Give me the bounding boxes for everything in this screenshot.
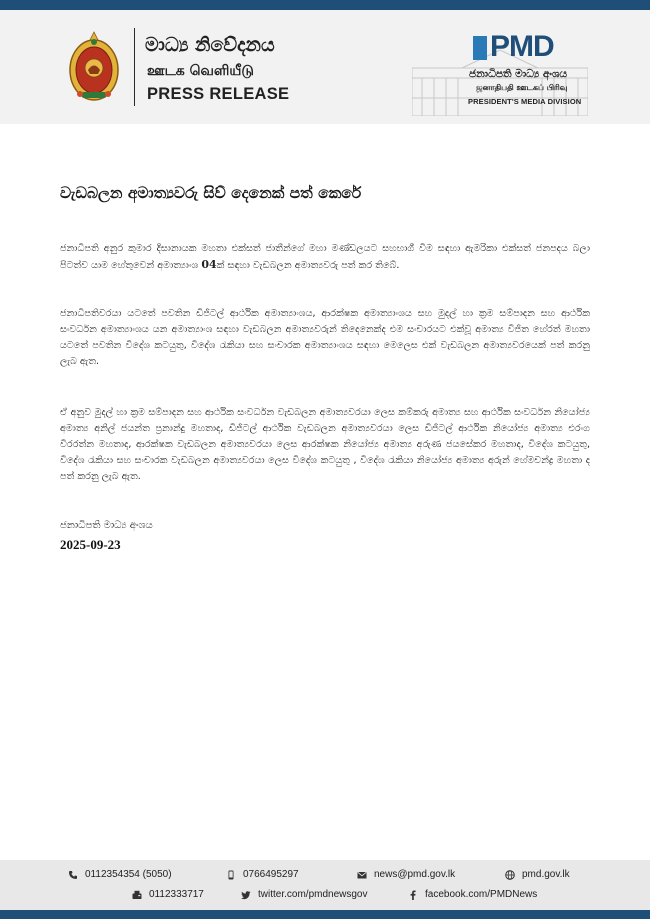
document-title: වැඩබලන අමාත්‍යවරු සිව් දෙනෙක් පත් කෙරේ: [60, 184, 362, 202]
header-divider: [134, 28, 135, 106]
ministry-count: 04: [201, 258, 217, 271]
signature: ජනාධිපති මාධ්‍ය අංශය: [60, 520, 153, 531]
mobile-phone-icon: [226, 870, 236, 880]
pmd-logo: PMD: [490, 30, 554, 63]
contact-phone: [68, 869, 172, 880]
contact-website[interactable]: [505, 869, 570, 880]
globe-icon: [505, 870, 515, 880]
paragraph-2: ජනාධිපතිවරයා යටතේ පවතින ඩිජිටල් ආර්ථික අමාත්‍යාංශය, ආරක්ෂක අමාත්‍යාංශය සහ මුදල් හා ක්‍රම සම්පාදන සහ ආර්ථික සංවර්ධන අමාත්‍යාංශය යන අමාත්‍යාංශ සඳහා වැඩබලන අමාත්‍යවරුන් තිදෙනෙක්ද එම සංචාරයට එක්වූ අමාත්‍ය විජිත හේරත් මහතා යටතේ පවතින විදේශ කටයුතු, විදේශ රැකියා සහ සංචාරක අමාත්‍යාංශය සඳහා මෙලෙස එක් වැඩබලන අමාත්‍යවරයෙක් පත් කරනු ලැබ ඇත.: [60, 308, 590, 367]
phone-icon: [68, 870, 78, 880]
contact-fax-text: 0112333717: [149, 889, 204, 900]
facebook-icon: [408, 890, 418, 900]
contact-website-text: pmd.gov.lk: [522, 869, 570, 880]
contact-twitter[interactable]: [241, 889, 368, 900]
paragraph-1-text: ජනාධිපති අනුර කුමාර දිසානායක මහතා එක්සත් ජාතීන්ගේ මහා මණ්ඩලයට සහභාගී වීම සඳහා ඇමරිකා එක්සත් ජනපදය බලා පිටත්ව යාම හේතුවෙන් අමාත්‍යාංශ: [60, 243, 590, 271]
press-release-title-sinhala: මාධ්‍ය නිවේදනය: [145, 34, 275, 56]
contact-mobile: [226, 869, 299, 880]
pmd-name-tamil: ஜனாதிபதி ஊடகப் பிரிவு: [476, 83, 568, 92]
top-bar: [0, 0, 650, 10]
contact-phone-text: 0112354354 (5050): [85, 869, 172, 880]
twitter-icon: [241, 890, 251, 900]
email-icon: [357, 870, 367, 880]
contact-footer: [0, 860, 650, 910]
pmd-name-sinhala: ජනාධිපති මාධ්‍ය අංශය: [469, 68, 568, 80]
contact-email-text: news@pmd.gov.lk: [374, 869, 456, 880]
paragraph-3: ඒ අනුව මුදල් හා ක්‍රම සම්පාදන සහ ආර්ථික සංවර්ධන වැඩබලන අමාත්‍යවරයා ලෙස කම්කරු අමාත්‍ය සහ ආර්ථික සංවර්ධන නියෝජ්‍ය අමාත්‍ය අනිල් ජයන්ත ප්‍රනාන්දු මහතාද, ඩිජිටල් ආර්ථික වැඩබලන අමාත්‍යවරයා ලෙස ඩිජිටල් ආර්ථික නියෝජ්‍ය අමාත්‍ය එරංග වීරරත්න මහතාද, ආරක්ෂක වැඩබලන අමාත්‍යවරයා ලෙස ආරක්ෂක නියෝජ්‍ය අමාත්‍ය අරුණ ජයසේකර මහතාද, විදේශ කටයුතු, විදේශ රැකියා සහ සංචාරක වැඩබලන අමාත්‍යවරයා ලෙස විදේශ කටයුතු , විදේශ රැකියා නියෝජ්‍ය අමාත්‍ය අරුන් හේමචන්ද්‍ර මහතා ද පත් කරනු ලැබ ඇත.: [60, 407, 590, 482]
bottom-bar: [0, 910, 650, 919]
contact-fax: [132, 889, 204, 900]
paragraph-1-text-end: ක් සඳහා වැඩබලන අමාත්‍යවරු පත් කර තිබේ.: [216, 260, 400, 271]
contact-facebook[interactable]: [408, 889, 537, 900]
contact-email[interactable]: [357, 869, 455, 880]
sri-lanka-emblem-icon: [68, 30, 120, 102]
pmd-logo-mark-icon: [473, 36, 487, 60]
press-release-title-tamil: ஊடக வெளியீடு: [147, 63, 254, 79]
contact-mobile-text: 0766495297: [243, 869, 299, 880]
fax-icon: [132, 890, 142, 900]
pmd-name-english: PRESIDENT'S MEDIA DIVISION: [468, 97, 582, 106]
release-date: 2025-09-23: [60, 537, 121, 552]
press-release-title-english: PRESS RELEASE: [147, 85, 290, 103]
paragraph-1: [60, 241, 590, 274]
contact-twitter-text: twitter.com/pmdnewsgov: [258, 889, 368, 900]
contact-facebook-text: facebook.com/PMDNews: [425, 889, 538, 900]
